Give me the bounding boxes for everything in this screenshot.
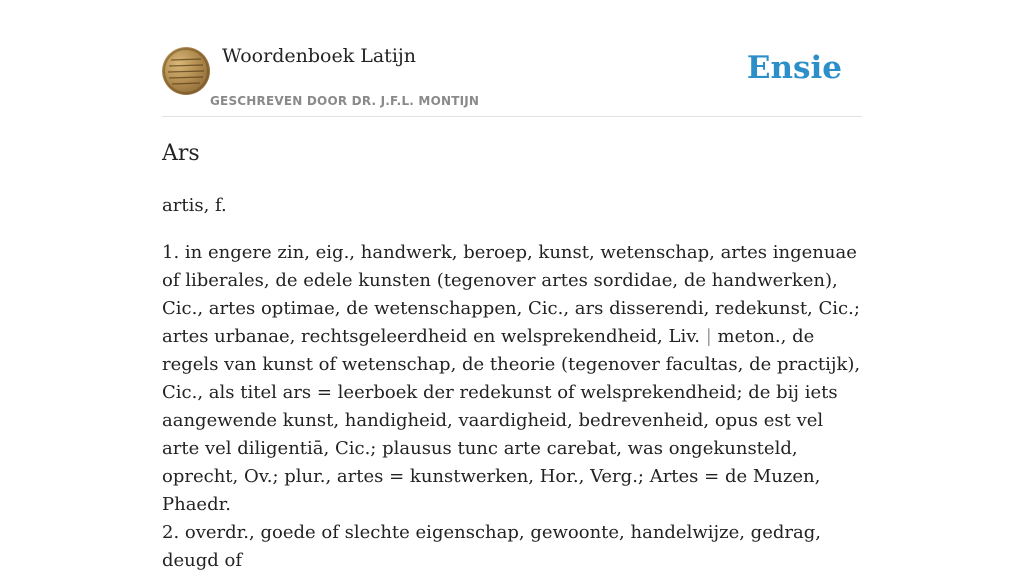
grammar-info: artis, f. [162,195,227,216]
sense-separator: | [705,326,712,347]
brand-logo[interactable]: Ensie [746,50,842,86]
sense-1-part-b: meton., de regels van kunst of wetenschap, de theorie (tegenover facultas, de practijk), Cic., als titel ars = leerboek der redekunst of welsprekendheid; de bij iets aangewende kunst, handigheid, vaardigheid, bedrevenheid, opus est vel arte vel diligentiā, Cic.; plausus tunc arte carebat, was ongekunsteld, oprecht, Ov.; plur., artes = kunstwerken, Hor., Verg.; Artes = de Muzen, Phaedr. [162,326,861,515]
sense-1 [162,239,862,519]
entry-headword: Ars [162,141,200,166]
sense-1-part-a: 1. in engere zin, eig., handwerk, beroep, kunst, wetenschap, artes ingenuae of liberales, de edele kunsten (tegenover artes sordidae, de handwerken), Cic., artes optimae, de wetenschappen, Cic., ars disserendi, redekunst, Cic.; artes urbanae, rechtsgeleerdheid en welsprekendheid, Liv. [162,242,860,347]
book-title[interactable]: Woordenboek Latijn [222,45,417,67]
header [162,0,862,117]
author-byline: GESCHREVEN DOOR DR. J.F.L. MONTIJN [210,94,480,108]
entry-body [162,192,862,575]
coin-image-icon[interactable] [162,47,210,95]
sense-2: 2. overdr., goede of slechte eigenschap, gewoonte, handelwijze, gedrag, deugd of [162,522,821,571]
